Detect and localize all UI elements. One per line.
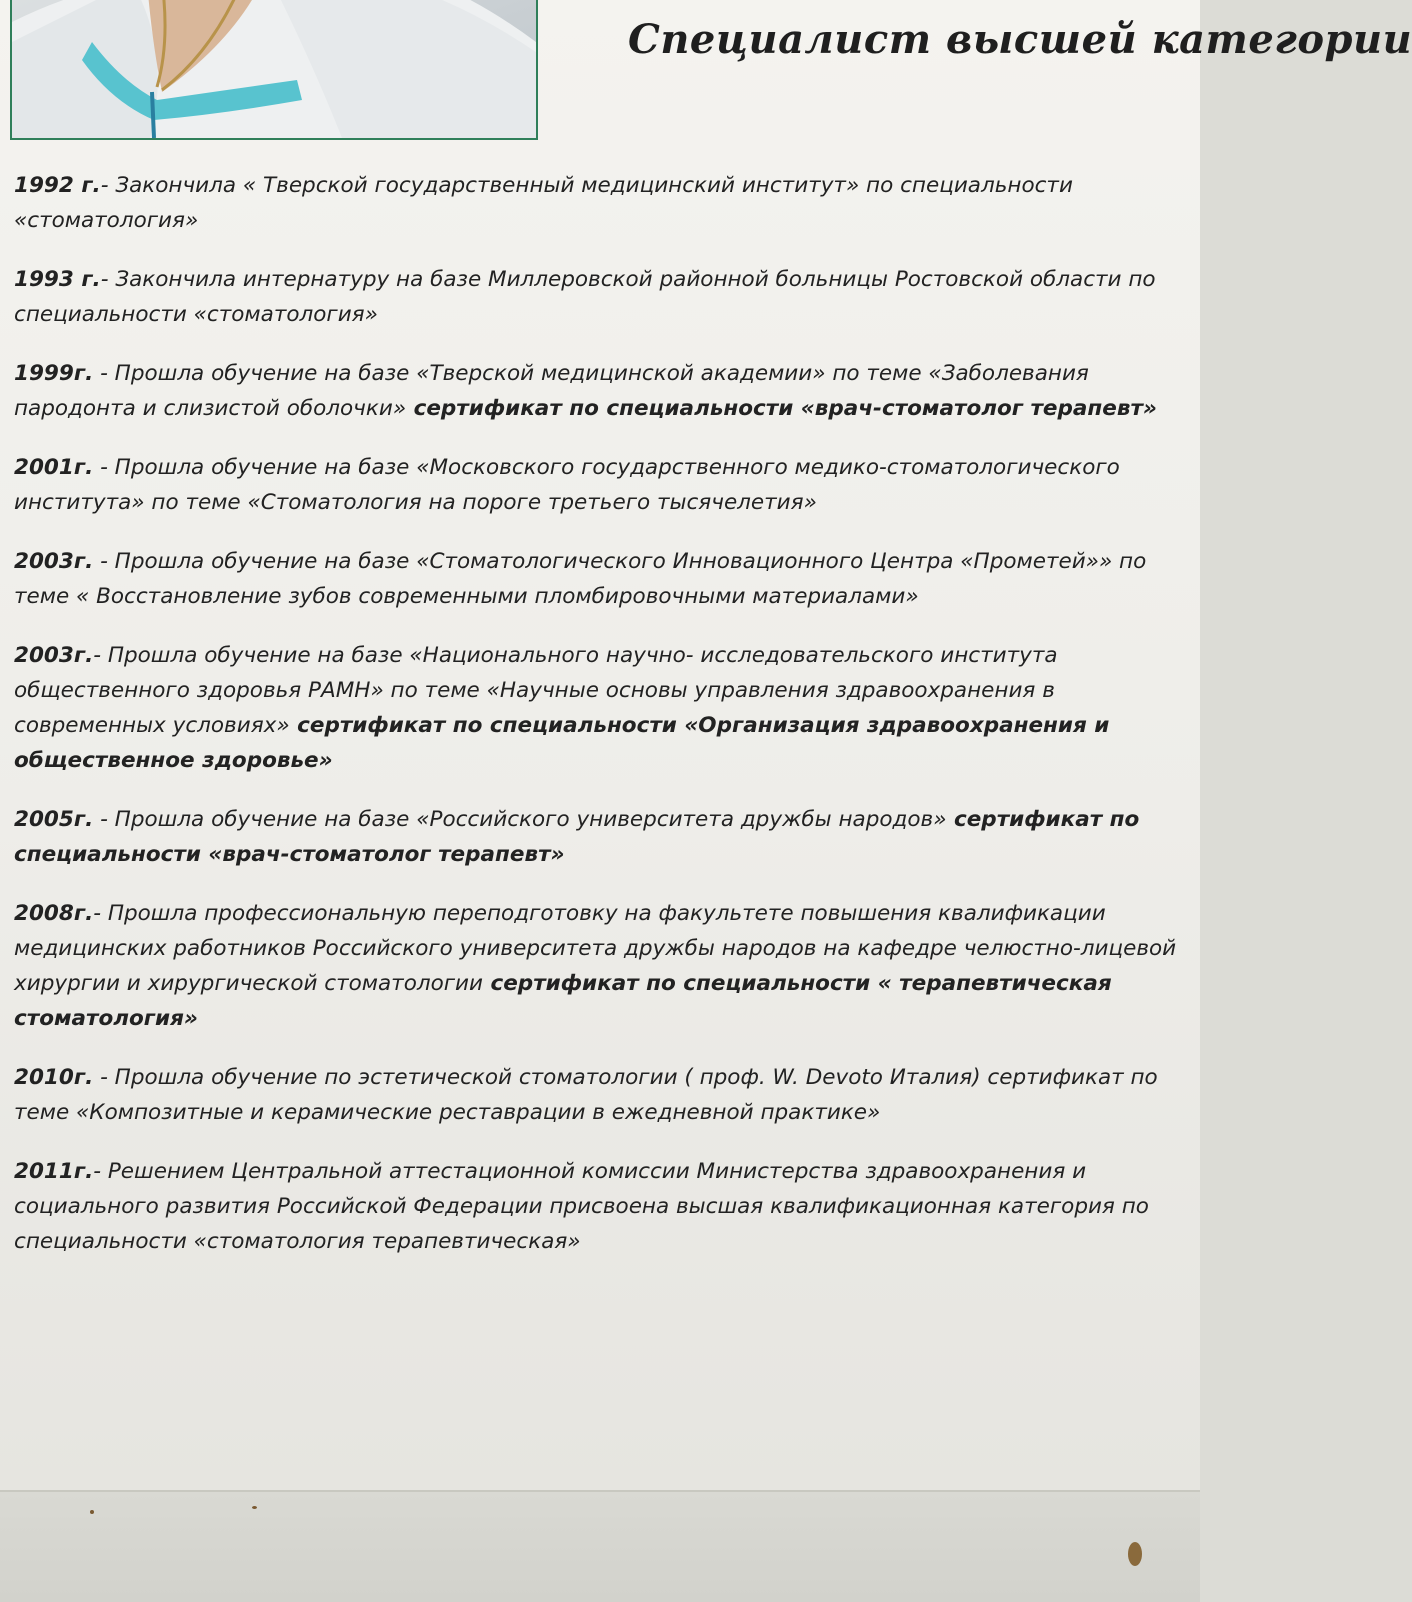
entry-text: - Прошла обучение на базе «Московского государственного медико-стоматологического института» по теме «Стоматология на пороге третьего тысячелетия» (14, 455, 1120, 515)
entry-text: - Прошла обучение на базе «Российского университета дружбы народов» (93, 807, 947, 832)
entry-certificate: сертификат по специальности «Организация здравоохранения и общественное здоровье» (14, 713, 1110, 773)
wall-speck (1128, 1542, 1142, 1566)
education-entry (14, 1060, 1189, 1130)
entry-certificate: сертификат по специальности «врач-стоматолог терапевт» (406, 396, 1157, 421)
entry-text: - Закончила интернатуру на базе Миллеровской районной больницы Ростовской области по специальности «стоматология» (14, 267, 1156, 327)
education-entry (14, 896, 1189, 1036)
entry-text: - Прошла обучение на базе «Тверской медицинской академии» по теме «Заболевания пародонта и слизистой оболочки» (14, 361, 1089, 421)
education-entry (14, 1154, 1189, 1259)
entry-certificate: сертификат по специальности « терапевтическая стоматология» (14, 971, 1112, 1031)
entry-year: 1992 г. (14, 173, 101, 198)
entry-text: - Закончила « Тверской государственный медицинский институт» по специальности «стоматология» (14, 173, 1073, 233)
entry-year: 2010г. (14, 1065, 94, 1090)
education-entry (14, 168, 1189, 238)
wall-background (0, 1490, 1200, 1602)
doctor-photo (10, 0, 538, 140)
education-entry (14, 638, 1189, 778)
doctor-photo-illustration (12, 0, 536, 138)
education-entry (14, 450, 1189, 520)
entry-text: - Прошла обучение по эстетической стоматологии ( проф. W. Devoto Италия) сертификат по теме «Композитные и керамические реставрации в ежедневной практике» (14, 1065, 1158, 1125)
wall-speck (252, 1506, 257, 1509)
entry-text: - Решением Центральной аттестационной комиссии Министерства здравоохранения и социального развития Российской Федерации присвоена высшая квалификационная категория по специальности «стоматология терапевтическая» (14, 1159, 1149, 1254)
entry-year: 2008г. (14, 901, 94, 926)
entry-text: - Прошла обучение на базе «Национального научно- исследовательского института общественного здоровья РАМН» по теме «Научные основы управления здравоохранения в современных условиях» (14, 643, 1058, 738)
entry-text: - Прошла профессиональную переподготовку на факультете повышения квалификации медицинских работников Российского университета дружбы народов на кафедре челюстно-лицевой хирургии и хирургической стоматологии (14, 901, 1177, 996)
wall-speck (90, 1510, 94, 1514)
entry-year: 2011г. (14, 1159, 94, 1184)
entry-certificate: сертификат по специальности «врач-стоматолог терапевт» (14, 807, 1140, 867)
education-entry (14, 262, 1189, 332)
subtitle-heading: Специалист высшей категории (628, 16, 1412, 63)
entry-year: 1999г. (14, 361, 94, 386)
education-entry (14, 544, 1189, 614)
entry-year: 2005г. (14, 807, 94, 832)
entry-year: 1993 г. (14, 267, 101, 292)
education-entry (14, 356, 1189, 426)
entry-text: - Прошла обучение на базе «Стоматологического Инновационного Центра «Прометей»» по теме « Восстановление зубов современными пломбировочными материалами» (14, 549, 1147, 609)
entry-year: 2003г. (14, 549, 94, 574)
education-entry (14, 802, 1189, 872)
entry-year: 2003г. (14, 643, 94, 668)
entry-year: 2001г. (14, 455, 94, 480)
education-list (14, 168, 1189, 1283)
